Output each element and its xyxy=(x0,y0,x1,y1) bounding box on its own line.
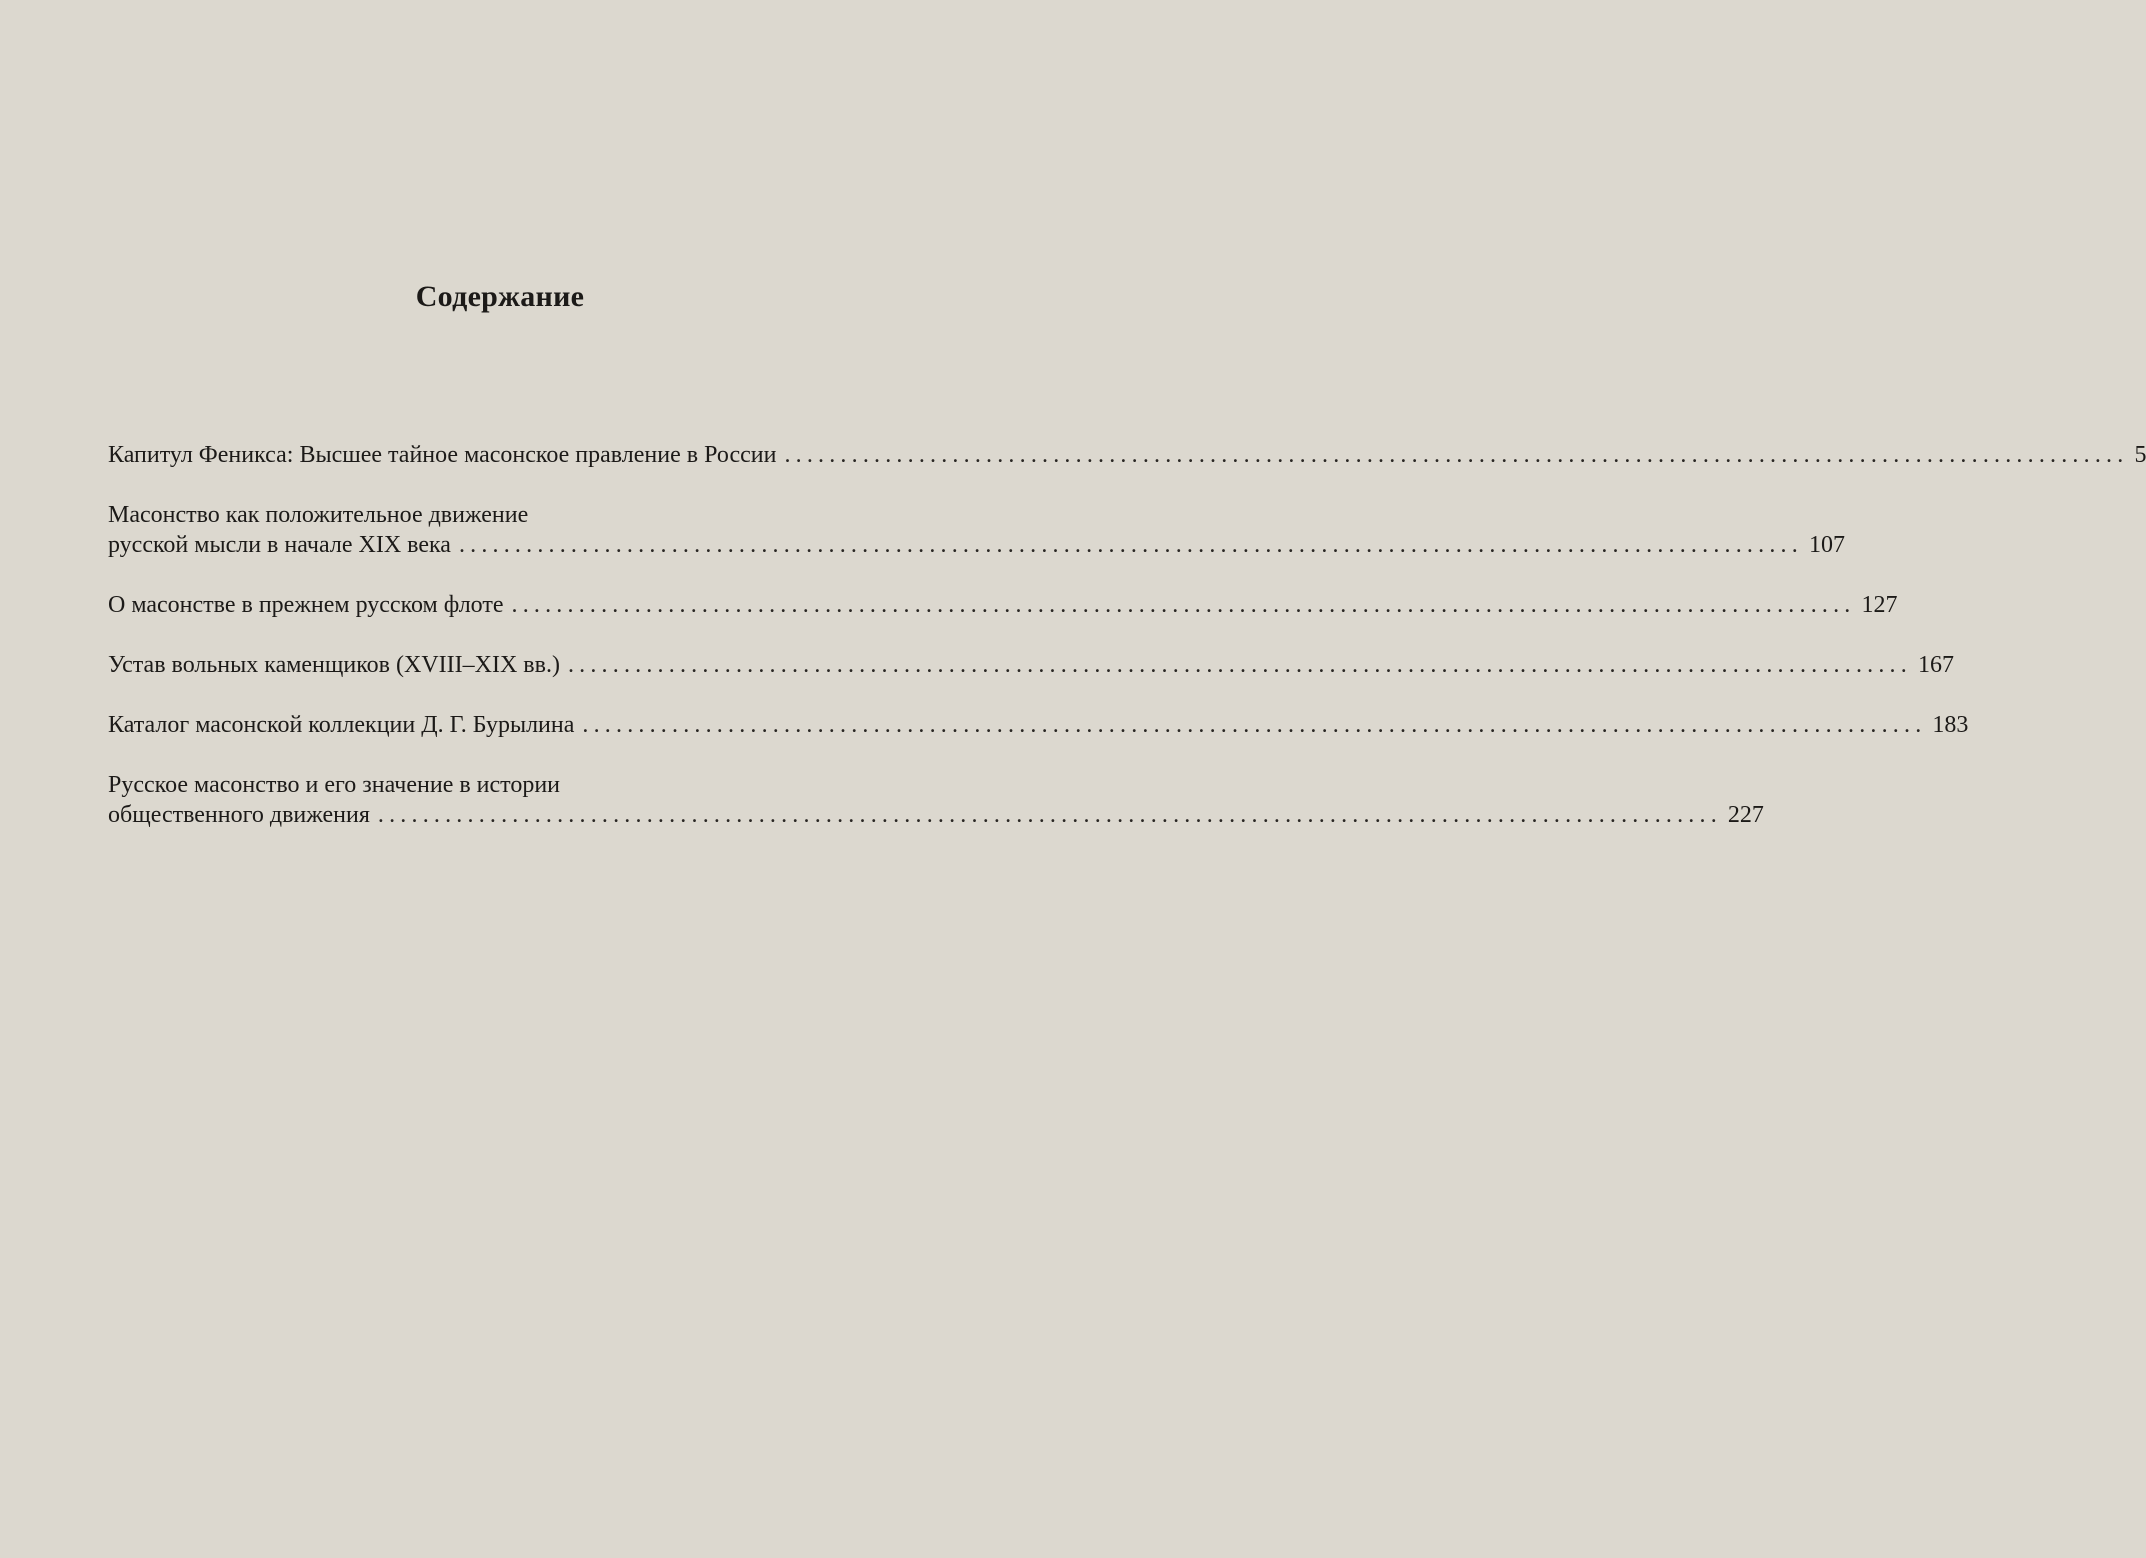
toc-entry-title: О масонстве в прежнем русском флоте xyxy=(108,592,504,618)
toc-entry-title: Устав вольных каменщиков (XVIII–XIX вв.) xyxy=(108,652,560,678)
toc-entry-title: общественного движения xyxy=(108,802,370,828)
toc-entry-row xyxy=(108,650,1954,680)
toc-entry-title-line1: Русское масонство и его значение в истории xyxy=(108,772,561,798)
toc-entry-page: 183 xyxy=(1932,712,1969,738)
table-of-contents xyxy=(108,440,2146,860)
dot-leader: ........................................................................................................................ xyxy=(377,802,1722,828)
toc-entry xyxy=(108,500,1845,560)
toc-entry xyxy=(108,440,2146,470)
toc-entry-row xyxy=(108,800,1764,830)
toc-entry-page: 5 xyxy=(2134,442,2146,468)
dot-leader: ........................................................................................................................ xyxy=(458,532,1803,558)
dot-leader: ........................................................................................................................ xyxy=(567,652,1912,678)
toc-entry-title: Каталог масонской коллекции Д. Г. Бурылина xyxy=(108,712,575,738)
page-title: Содержание xyxy=(415,280,585,313)
toc-entry-row xyxy=(108,530,1845,560)
toc-entry-row xyxy=(108,710,1969,740)
toc-entry-page: 127 xyxy=(1861,592,1898,618)
toc-entry-title: русской мысли в начале XIX века xyxy=(108,532,451,558)
toc-entry xyxy=(108,770,1764,830)
toc-entry-page: 167 xyxy=(1917,652,1954,678)
toc-entry xyxy=(108,710,1969,740)
dot-leader: ........................................................................................................................ xyxy=(511,592,1856,618)
dot-leader: ........................................................................................................................ xyxy=(784,442,2129,468)
toc-entry-row xyxy=(108,440,2146,470)
toc-entry xyxy=(108,590,1898,620)
toc-entry-page: 107 xyxy=(1808,532,1845,558)
toc-entry-title-line1: Масонство как положительное движение xyxy=(108,502,529,528)
toc-entry xyxy=(108,650,1954,680)
toc-entry-title: Капитул Феникса: Высшее тайное масонское правление в России xyxy=(108,442,777,468)
toc-entry-row xyxy=(108,590,1898,620)
dot-leader: ........................................................................................................................ xyxy=(582,712,1927,738)
toc-entry-page: 227 xyxy=(1727,802,1764,828)
